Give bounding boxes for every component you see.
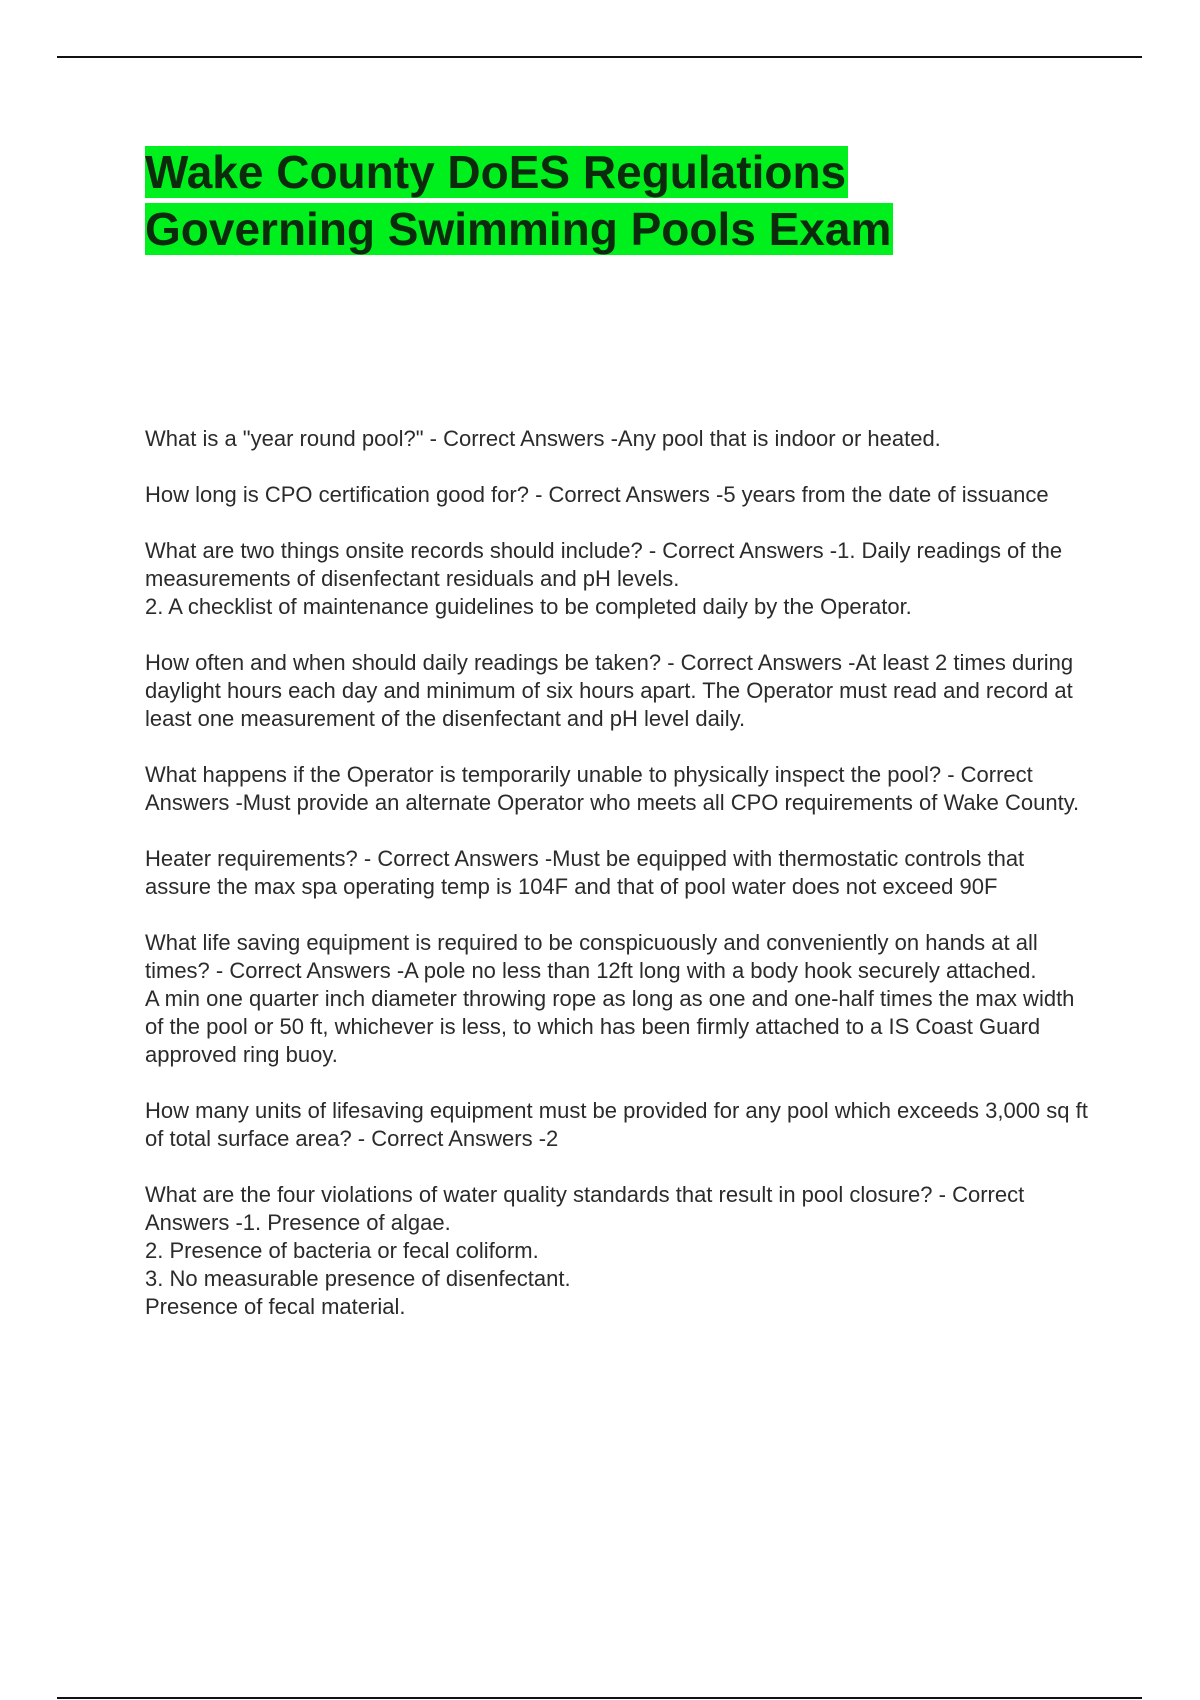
- qa-item: Heater requirements? - Correct Answers -Must be equipped with thermostatic controls that assure the max spa operating temp is 104F and that of pool water does not exceed 90F: [145, 846, 1025, 899]
- qa-list: [145, 425, 1095, 1349]
- qa-item: What are two things onsite records should include? - Correct Answers -1. Daily readings of the measurements of disenfectant residuals and pH levels. 2. A checklist of maintenance guidelines to be completed daily by the Operator.: [145, 538, 1063, 619]
- qa-item: What happens if the Operator is temporarily unable to physically inspect the pool? - Correct Answers -Must provide an alternate Operator who meets all CPO requirements of Wake County.: [145, 762, 1080, 815]
- qa-item: How often and when should daily readings be taken? - Correct Answers -At least 2 times during daylight hours each day and minimum of six hours apart. The Operator must read and record at least one measurement of the disenfectant and pH level daily.: [145, 650, 1074, 731]
- page-title: [145, 144, 893, 258]
- top-rule: [57, 56, 1142, 58]
- title-line-1: Wake County DoES Regulations: [145, 146, 847, 198]
- bottom-rule: [57, 1697, 1142, 1699]
- title-line-2: Governing Swimming Pools Exam: [145, 203, 892, 255]
- qa-item: What is a "year round pool?" - Correct Answers -Any pool that is indoor or heated.: [145, 426, 941, 451]
- qa-item: What life saving equipment is required to be conspicuously and conveniently on hands at all times? - Correct Answers -A pole no less than 12ft long with a body hook securely attached. A min one quarter inch diameter throwing rope as long as one and one-half times the max width of the pool or 50 ft, whichever is less, to which has been firmly attached to a IS Coast Guard approved ring buoy.: [145, 930, 1075, 1067]
- qa-item: How many units of lifesaving equipment must be provided for any pool which exceeds 3,000 sq ft of total surface area? - Correct Answers -2: [145, 1098, 1088, 1151]
- qa-item: What are the four violations of water quality standards that result in pool closure? - Correct Answers -1. Presence of algae. 2. Presence of bacteria or fecal coliform. 3. No measurable presence of disenfectant. Presence of fecal material.: [145, 1182, 1025, 1319]
- qa-item: How long is CPO certification good for? - Correct Answers -5 years from the date of issuance: [145, 482, 1049, 507]
